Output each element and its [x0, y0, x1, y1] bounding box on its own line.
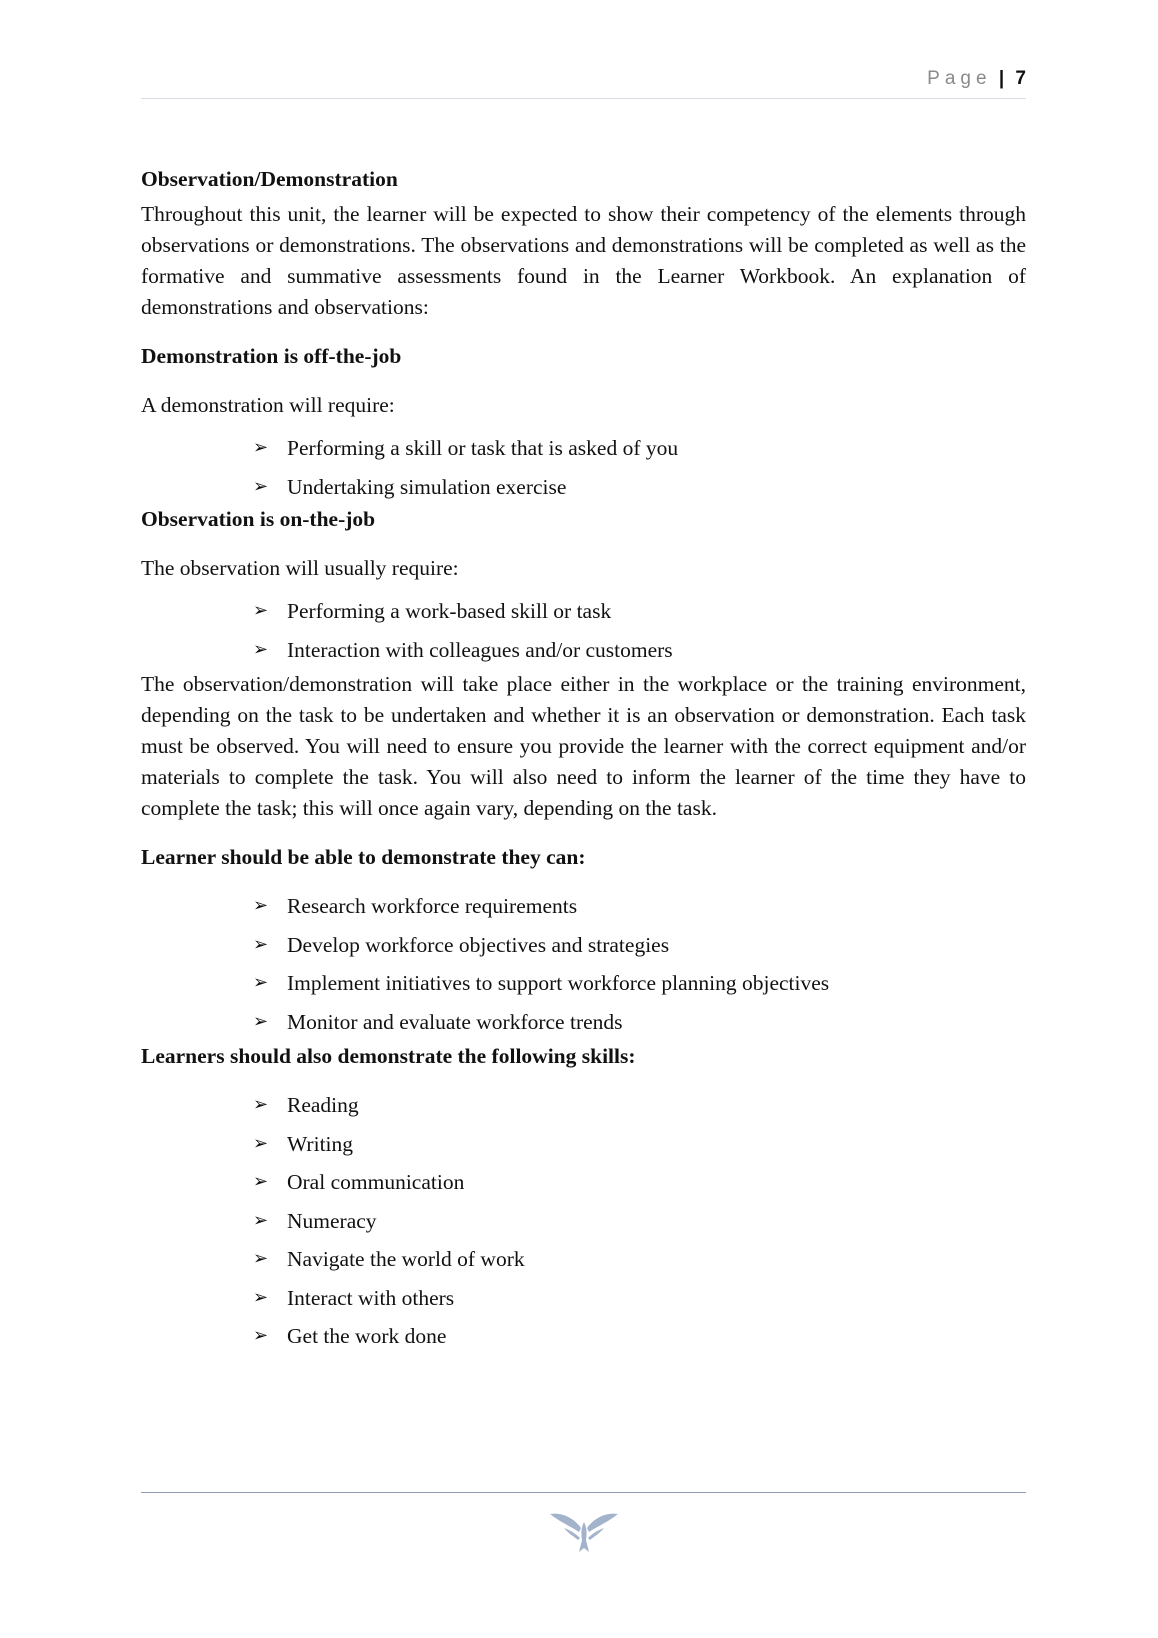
page-header — [141, 66, 1026, 99]
arrow-bullet-icon: ➢ — [253, 1248, 269, 1269]
demonstration-lead: A demonstration will require: — [141, 393, 395, 417]
observation-lead: The observation will usually require: — [141, 556, 459, 580]
list-item: ➢ Get the work done — [253, 1317, 1026, 1356]
page-label: Page — [927, 68, 992, 89]
list-item: ➢ Interact with others — [253, 1279, 1026, 1318]
leaf-logo-icon — [548, 1508, 620, 1556]
list-item: ➢ Interaction with colleagues and/or customers — [253, 631, 1026, 670]
section-heading-observation: Observation is on-the-job — [141, 507, 376, 531]
arrow-bullet-icon: ➢ — [253, 475, 269, 497]
section-heading-skills: Learners should also demonstrate the following skills: — [141, 1044, 636, 1068]
list-item: ➢ Monitor and evaluate workforce trends — [253, 1003, 1026, 1042]
arrow-bullet-icon: ➢ — [253, 895, 269, 916]
list-item: ➢ Research workforce requirements — [253, 887, 1026, 926]
arrow-bullet-icon: ➢ — [253, 1286, 269, 1308]
arrow-bullet-icon: ➢ — [253, 600, 269, 621]
page-number: 7 — [1015, 68, 1026, 89]
list-item: ➢ Navigate the world of work — [253, 1240, 1026, 1279]
skills-list — [141, 1086, 1026, 1356]
list-item: ➢ Numeracy — [253, 1202, 1026, 1241]
list-item: ➢ Reading — [253, 1086, 1026, 1125]
arrow-bullet-icon: ➢ — [253, 1325, 269, 1346]
footer-logo — [548, 1508, 620, 1556]
page-body — [141, 164, 1026, 1356]
list-item: ➢ Performing a work-based skill or task — [253, 592, 1026, 631]
arrow-bullet-icon: ➢ — [253, 638, 269, 660]
intro-paragraph: Throughout this unit, the learner will be expected to show their competency of the elements through observations or demonstrations. The observations and demonstrations will be completed as well as the formative and summative assessments found in the Learner Workbook. An explanation of demonstrations and observations: — [141, 202, 1026, 319]
page-separator: | — [998, 68, 1005, 89]
observation-closing-paragraph: The observation/demonstration will take place either in the workplace or the training environment, depending on the task to be undertaken and whether it is an observation or demonstration. Each task must be observed. You will need to ensure you provide the learner with the correct equipment and/or materials to complete the task. You will also need to inform the learner of the time they have to complete the task; this will once again vary, depending on the task. — [141, 672, 1026, 820]
list-item: ➢ Implement initiatives to support workforce planning objectives — [253, 964, 1026, 1003]
list-item: ➢ Oral communication — [253, 1163, 1026, 1202]
learner-can-list — [141, 887, 1026, 1041]
observation-list — [141, 592, 1026, 669]
arrow-bullet-icon: ➢ — [253, 1209, 269, 1231]
arrow-bullet-icon: ➢ — [253, 1171, 269, 1192]
section-heading-observation-demonstration: Observation/Demonstration — [141, 167, 398, 191]
list-item: ➢ Develop workforce objectives and strategies — [253, 926, 1026, 965]
list-item: ➢ Performing a skill or task that is asked of you — [253, 429, 1026, 468]
demonstration-list — [141, 429, 1026, 506]
section-heading-learner-can: Learner should be able to demonstrate they can: — [141, 845, 586, 869]
arrow-bullet-icon: ➢ — [253, 1094, 269, 1115]
footer-divider — [141, 1492, 1026, 1493]
list-item: ➢ Writing — [253, 1125, 1026, 1164]
arrow-bullet-icon: ➢ — [253, 437, 269, 458]
arrow-bullet-icon: ➢ — [253, 972, 269, 993]
arrow-bullet-icon: ➢ — [253, 1132, 269, 1154]
arrow-bullet-icon: ➢ — [253, 1010, 269, 1032]
list-item: ➢ Undertaking simulation exercise — [253, 468, 1026, 507]
section-heading-demonstration: Demonstration is off-the-job — [141, 344, 402, 368]
arrow-bullet-icon: ➢ — [253, 933, 269, 955]
